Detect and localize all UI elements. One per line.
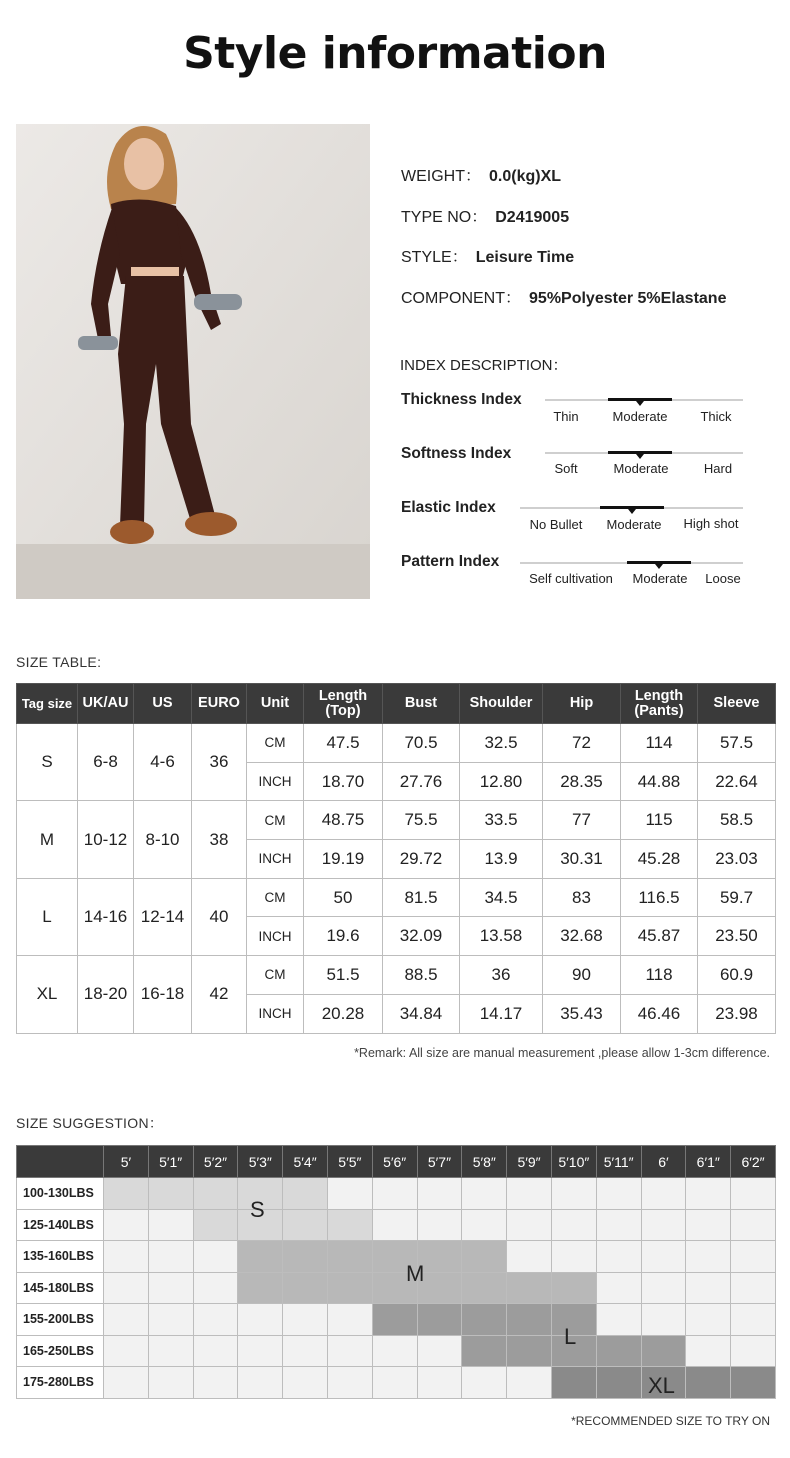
weight-label: 125-140LBS [17,1209,104,1241]
size-cell-m [462,1272,507,1304]
softness-index-tick [636,454,644,459]
weight-label: 165-250LBS [17,1335,104,1367]
size-cell-empty [193,1304,238,1336]
size-cell-empty [731,1304,776,1336]
size-cell-empty [327,1304,372,1336]
tag-size-cell: L [17,878,78,955]
height-header: 5′11″ [596,1146,641,1178]
spec-component: COMPONENT： 95%Polyester 5%Elastane [401,290,727,307]
weight-row [17,1304,776,1336]
measurement-cell: 19.6 [304,917,383,956]
height-header: 5′4″ [283,1146,328,1178]
size-cell-empty [238,1304,283,1336]
elastic-option-no-bullet: No Bullet [529,517,583,532]
us-cell: 12-14 [134,878,192,955]
size-cell-empty [372,1178,417,1210]
measurement-cell: 45.87 [621,917,698,956]
size-cell-empty [462,1209,507,1241]
measurement-cell: 59.7 [698,878,776,917]
measurement-cell: 75.5 [383,801,460,840]
size-table-label: SIZE TABLE: [16,654,102,670]
size-cell-empty [686,1241,731,1273]
size-cell-empty [462,1367,507,1399]
uk-au-cell: 18-20 [78,956,134,1033]
measurement-cell: 32.5 [460,724,543,763]
col-uk-au: UK/AU [78,684,134,724]
size-cell-empty [686,1272,731,1304]
size-cell-empty [283,1304,328,1336]
measurement-cell: 116.5 [621,878,698,917]
thickness-index-label: Thickness Index [401,391,522,408]
size-cell-m [551,1272,596,1304]
unit-cell: INCH [247,994,304,1033]
measurement-cell: 50 [304,878,383,917]
uk-au-cell: 10-12 [78,801,134,878]
elastic-option-moderate: Moderate [606,517,662,532]
height-header: 5′10″ [551,1146,596,1178]
size-table-header [17,684,776,724]
size-row [17,724,776,763]
thickness-index-tick [636,401,644,406]
measurement-cell: 12.80 [460,762,543,801]
unit-cell: INCH [247,917,304,956]
size-cell-l [372,1304,417,1336]
euro-cell: 36 [192,724,247,801]
size-suggestion-table [16,1145,776,1399]
measurement-cell: 58.5 [698,801,776,840]
measurement-cell: 20.28 [304,994,383,1033]
size-letter-m: M [406,1261,425,1286]
measurement-cell: 32.68 [543,917,621,956]
size-cell-l [507,1304,552,1336]
measurement-cell: 114 [621,724,698,763]
measurement-cell: 115 [621,801,698,840]
us-cell: 16-18 [134,956,192,1033]
size-cell-m [462,1241,507,1273]
measurement-cell: 44.88 [621,762,698,801]
us-cell: 8-10 [134,801,192,878]
weight-row [17,1209,776,1241]
size-cell-empty [238,1335,283,1367]
weight-row [17,1335,776,1367]
size-cell-empty [596,1304,641,1336]
size-cell-empty [596,1272,641,1304]
spec-style: STYLE： Leisure Time [401,249,575,266]
height-header: 5′6″ [372,1146,417,1178]
size-row [17,801,776,840]
measurement-cell: 36 [460,956,543,995]
size-cell-empty [104,1367,149,1399]
size-cell-empty [596,1209,641,1241]
size-cell-m [507,1272,552,1304]
col-us: US [134,684,192,724]
unit-cell: INCH [247,840,304,879]
measurement-cell: 51.5 [304,956,383,995]
size-cell-m [283,1272,328,1304]
size-cell-empty [417,1335,462,1367]
weight-label: 175-280LBS [17,1367,104,1399]
measurement-cell: 30.31 [543,840,621,879]
size-cell-empty [507,1209,552,1241]
uk-au-cell: 6-8 [78,724,134,801]
measurement-cell: 23.50 [698,917,776,956]
measurement-cell: 46.46 [621,994,698,1033]
size-cell-empty [551,1241,596,1273]
size-cell-empty [104,1335,149,1367]
tag-size-cell: M [17,801,78,878]
size-cell-l [641,1335,686,1367]
size-row [17,956,776,995]
measurement-cell: 33.5 [460,801,543,840]
size-cell-empty [641,1241,686,1273]
height-header: 6′2″ [731,1146,776,1178]
size-letter-s: S [250,1197,265,1222]
measurement-cell: 13.58 [460,917,543,956]
measurement-cell: 77 [543,801,621,840]
height-header: 5′7″ [417,1146,462,1178]
size-letter-xl: XL [648,1373,675,1398]
weight-label: 155-200LBS [17,1304,104,1336]
size-cell-empty [731,1335,776,1367]
size-cell-empty [372,1335,417,1367]
pattern-option-moderate: Moderate [632,571,688,586]
size-cell-empty [148,1241,193,1273]
thickness-option-thin: Thin [553,409,579,424]
euro-cell: 42 [192,956,247,1033]
size-cell-s [193,1178,238,1210]
size-cell-s [148,1178,193,1210]
size-cell-empty [641,1178,686,1210]
measurement-cell: 83 [543,878,621,917]
size-cell-empty [238,1367,283,1399]
pattern-option-self-cultivation: Self cultivation [529,571,613,586]
size-cell-empty [148,1304,193,1336]
measurement-cell: 118 [621,956,698,995]
unit-cell: CM [247,878,304,917]
size-cell-empty [372,1367,417,1399]
thickness-option-moderate: Moderate [612,409,668,424]
height-header: 5′9″ [507,1146,552,1178]
size-suggestion-header [17,1146,776,1178]
product-photo [16,124,370,599]
weight-label: 135-160LBS [17,1241,104,1273]
unit-cell: CM [247,801,304,840]
measurement-cell: 57.5 [698,724,776,763]
size-cell-m [238,1272,283,1304]
col-hip: Hip [543,684,621,724]
size-cell-empty [507,1178,552,1210]
size-cell-empty [686,1304,731,1336]
size-cell-empty [686,1335,731,1367]
uk-au-cell: 14-16 [78,878,134,955]
col-euro: EURO [192,684,247,724]
corner-cell [17,1146,104,1178]
size-cell-empty [104,1304,149,1336]
size-cell-m [327,1272,372,1304]
size-cell-empty [148,1335,193,1367]
size-cell-m [327,1241,372,1273]
size-cell-xl [686,1367,731,1399]
size-cell-empty [193,1335,238,1367]
size-row [17,878,776,917]
measurement-cell: 81.5 [383,878,460,917]
measurement-cell: 70.5 [383,724,460,763]
unit-cell: CM [247,724,304,763]
col-tag-size: Tag size [17,684,78,724]
recommended-footer: *RECOMMENDED SIZE TO TRY ON [571,1414,770,1428]
tag-size-cell: XL [17,956,78,1033]
size-cell-empty [551,1178,596,1210]
size-cell-empty [104,1209,149,1241]
unit-cell: INCH [247,762,304,801]
size-cell-m [238,1241,283,1273]
measurement-cell: 35.43 [543,994,621,1033]
elastic-index-label: Elastic Index [401,499,496,516]
euro-cell: 40 [192,878,247,955]
col-sleeve: Sleeve [698,684,776,724]
size-cell-empty [283,1335,328,1367]
size-cell-empty [731,1178,776,1210]
weight-row [17,1241,776,1273]
measurement-cell: 27.76 [383,762,460,801]
size-cell-s [327,1209,372,1241]
size-cell-empty [641,1304,686,1336]
size-cell-empty [596,1241,641,1273]
size-cell-empty [193,1241,238,1273]
elastic-option-high-shot: High shot [683,516,739,531]
col-length-pants: Length (Pants) [621,684,698,724]
unit-cell: CM [247,956,304,995]
col-bust: Bust [383,684,460,724]
size-cell-l [462,1304,507,1336]
weight-label: 100-130LBS [17,1178,104,1210]
size-remark: *Remark: All size are manual measurement ,please allow 1-3cm difference. [354,1046,770,1060]
size-cell-empty [731,1241,776,1273]
size-cell-empty [327,1178,372,1210]
height-header: 5′3″ [238,1146,283,1178]
size-cell-empty [148,1367,193,1399]
measurement-cell: 29.72 [383,840,460,879]
size-cell-empty [193,1367,238,1399]
size-cell-xl [596,1367,641,1399]
size-cell-empty [507,1367,552,1399]
size-cell-empty [641,1272,686,1304]
index-description-title: INDEX DESCRIPTION： [400,357,568,374]
measurement-cell: 14.17 [460,994,543,1033]
height-header: 5′5″ [327,1146,372,1178]
size-cell-l [507,1335,552,1367]
us-cell: 4-6 [134,724,192,801]
weight-label: 145-180LBS [17,1272,104,1304]
col-length-top: Length (Top) [304,684,383,724]
size-cell-m [283,1241,328,1273]
size-cell-empty [686,1209,731,1241]
size-cell-empty [372,1209,417,1241]
size-cell-empty [327,1367,372,1399]
size-cell-empty [462,1178,507,1210]
size-suggestion-label: SIZE SUGGESTION： [16,1115,164,1131]
size-cell-empty [104,1272,149,1304]
weight-row [17,1272,776,1304]
measurement-cell: 72 [543,724,621,763]
size-cell-empty [104,1241,149,1273]
size-cell-l [596,1335,641,1367]
measurement-cell: 23.03 [698,840,776,879]
model-illustration [16,124,370,599]
weight-row [17,1178,776,1210]
size-cell-s [193,1209,238,1241]
size-cell-empty [417,1367,462,1399]
measurement-cell: 19.19 [304,840,383,879]
size-cell-s [283,1178,328,1210]
thickness-option-thick: Thick [700,409,732,424]
size-cell-empty [731,1209,776,1241]
size-cell-s [104,1178,149,1210]
measurement-cell: 34.84 [383,994,460,1033]
spec-type-no: TYPE NO： D2419005 [401,209,570,226]
size-cell-empty [641,1209,686,1241]
height-header: 5′2″ [193,1146,238,1178]
col-unit: Unit [247,684,304,724]
measurement-cell: 23.98 [698,994,776,1033]
size-cell-l [462,1335,507,1367]
measurement-cell: 45.28 [621,840,698,879]
measurement-cell: 90 [543,956,621,995]
size-cell-empty [686,1178,731,1210]
size-cell-empty [327,1335,372,1367]
size-cell-empty [193,1272,238,1304]
size-cell-empty [283,1367,328,1399]
softness-option-hard: Hard [703,461,733,476]
size-cell-xl [731,1367,776,1399]
size-cell-l [417,1304,462,1336]
softness-option-soft: Soft [554,461,578,476]
euro-cell: 38 [192,801,247,878]
measurement-cell: 47.5 [304,724,383,763]
measurement-cell: 32.09 [383,917,460,956]
softness-index-label: Softness Index [401,445,512,462]
size-cell-empty [596,1178,641,1210]
size-cell-empty [417,1178,462,1210]
elastic-index-tick [628,509,636,514]
pattern-index-label: Pattern Index [401,553,500,570]
height-header: 6′1″ [686,1146,731,1178]
col-shoulder: Shoulder [460,684,543,724]
size-letter-l: L [564,1324,577,1349]
page-title: Style information [183,28,607,79]
measurement-cell: 34.5 [460,878,543,917]
measurement-cell: 88.5 [383,956,460,995]
height-header: 6′ [641,1146,686,1178]
measurement-cell: 28.35 [543,762,621,801]
size-cell-empty [731,1272,776,1304]
spec-weight: WEIGHT： 0.0(kg)XL [401,168,562,185]
size-cell-s [283,1209,328,1241]
pattern-option-loose: Loose [705,571,741,586]
size-table [16,683,776,1034]
measurement-cell: 13.9 [460,840,543,879]
size-cell-empty [417,1209,462,1241]
height-header: 5′ [104,1146,149,1178]
measurement-cell: 48.75 [304,801,383,840]
size-cell-empty [507,1241,552,1273]
height-header: 5′8″ [462,1146,507,1178]
measurement-cell: 18.70 [304,762,383,801]
size-cell-empty [148,1209,193,1241]
softness-option-moderate: Moderate [613,461,669,476]
size-cell-empty [148,1272,193,1304]
measurement-cell: 60.9 [698,956,776,995]
pattern-index-tick [655,564,663,569]
tag-size-cell: S [17,724,78,801]
height-header: 5′1″ [148,1146,193,1178]
size-cell-xl [551,1367,596,1399]
measurement-cell: 22.64 [698,762,776,801]
size-cell-empty [551,1209,596,1241]
